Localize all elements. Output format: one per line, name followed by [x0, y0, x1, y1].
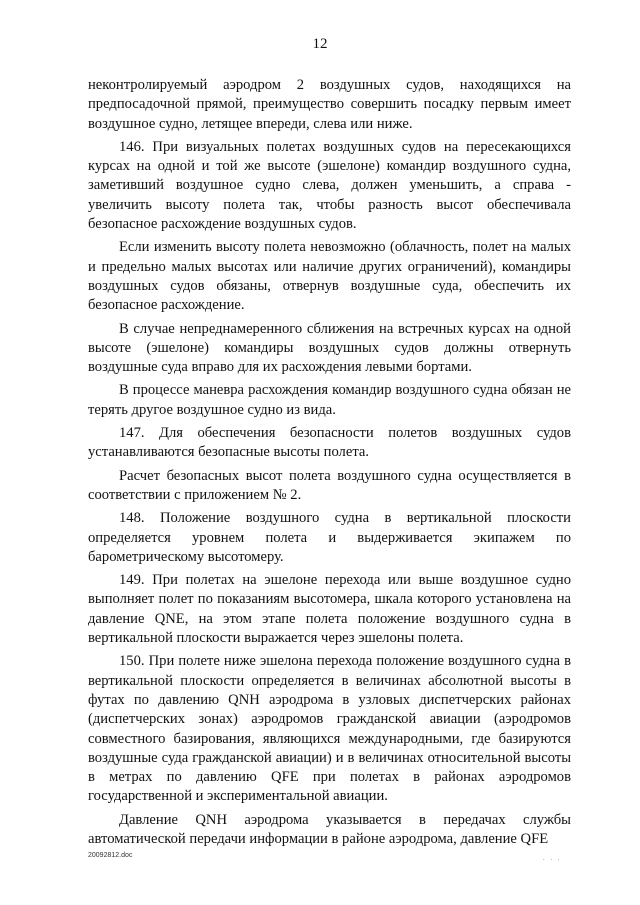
paragraph-146: 146. При визуальных полетах воздушных судов на пересекающихся курсах на одной и той же высоте (эшелоне) командир воздушного судна, заметивший воздушное судно слева, должен уменьшить, а справа - увеличить высоту полета так, чтобы разность высот обеспечивала безопасное расхождение воздушных судов.	[88, 138, 571, 233]
paragraph-148: 148. Положение воздушного судна в вертикальной плоскости определяется уровнем полета и выдерживается экипажем по барометрическому высотомеру.	[88, 510, 571, 565]
footer-mark: . . .	[543, 856, 562, 862]
paragraph-150: 150. При полете ниже эшелона перехода положение воздушного судна в вертикальной плоскости определяется в величинах абсолютной высоты в футах по давлению QNH аэродрома в узловых диспетчерских районах (диспетчерских зонах) аэродромов гражданской авиации (аэродромов совместного базирования, являющихся международными, где базируются воздушные суда гражданской авиации) и в величинах относительной высоты в метрах по давлению QFE при полетах в районах аэродромов государственной и экспериментальной авиации.	[88, 653, 571, 805]
document-body	[88, 76, 571, 849]
paragraph-147: 147. Для обеспечения безопасности полетов воздушных судов устанавливаются безопасные высоты полета.	[88, 425, 571, 461]
paragraph-146-visual-contact: В процессе маневра расхождения командир воздушного судна обязан не терять другое воздушное судно из вида.	[88, 382, 571, 418]
paragraph-146-head-on: В случае непреднамеренного сближения на встречных курсах на одной высоте (эшелоне) командиры воздушных судов должны отвернуть воздушные суда вправо для их расхождения левыми бортами.	[88, 320, 571, 376]
paragraph-149: 149. При полетах на эшелоне перехода или выше воздушное судно выполняет полет по показаниям высотомера, шкала которого установлена на давление QNE, на этом этапе полета положение воздушного судна в вертикальной плоскости выражается через эшелоны полета.	[88, 572, 571, 647]
page-number: 12	[312, 36, 328, 52]
paragraph-147-calculation: Расчет безопасных высот полета воздушного судна осуществляется в соответствии с приложением № 2.	[88, 467, 571, 503]
paragraph-150-qnh: Давление QNH аэродрома указывается в передачах службы автоматической передачи информации в районе аэродрома, давление QFE	[88, 811, 571, 847]
paragraph-continuation: неконтролируемый аэродром 2 воздушных судов, находящихся на предпосадочной прямой, преимущество совершить посадку первым имеет воздушное судно, летящее впереди, слева или ниже.	[88, 77, 571, 132]
footer-file-name: 20092812.doc	[88, 852, 133, 859]
paragraph-146-altitude-change: Если изменить высоту полета невозможно (облачность, полет на малых и предельно малых высотах или наличие других ограничений), командиры воздушных судов обязаны, отвернув воздушные суда, обеспечить их безопасное расхождение.	[88, 239, 571, 314]
